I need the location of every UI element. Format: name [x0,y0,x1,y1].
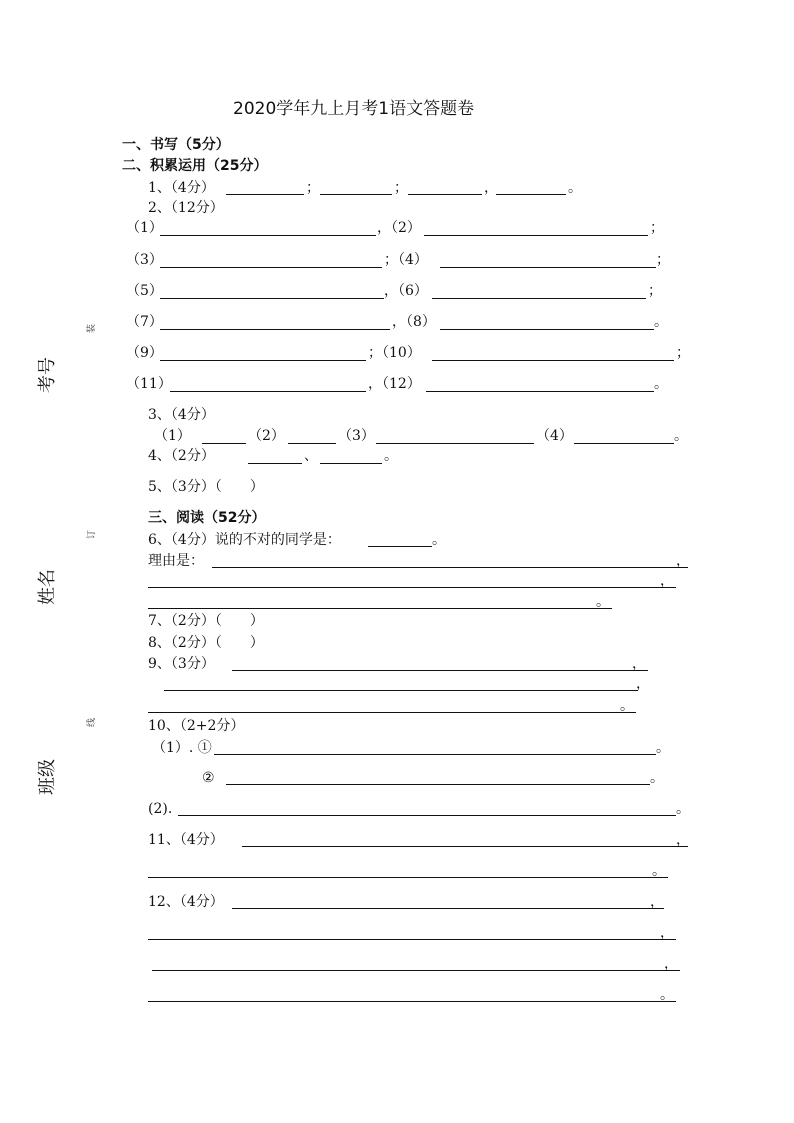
q9-label: 9、（3分） [148,656,215,672]
q9-answer-line-3[interactable] [148,712,636,713]
q2-row-end: ； [676,345,690,361]
q3-part-label: （2） [248,428,285,444]
q3-part-label: （1） [154,428,191,444]
q1-separator: ， [484,180,498,196]
q10-answer-line-1[interactable] [214,754,656,755]
q10-label: 10、（2+2分） [148,718,245,734]
q10-part-1-label: （1）. ① [152,740,212,756]
q4-separator: 、 [304,448,318,464]
q3-part-label: （4） [536,428,573,444]
q2-blank-5[interactable] [160,298,384,299]
q1-blank-1[interactable] [226,194,304,195]
q12-answer-line-4[interactable] [148,1001,676,1002]
q9-line-end: ， [632,656,646,672]
section-reading: 三、阅读（52分） [148,510,266,526]
side-label-class: 班级 [37,759,58,795]
q9-line-end: 。 [620,698,634,714]
q3-blank-4[interactable] [574,443,674,444]
q3-label: 3、（4分） [148,407,215,423]
q2-blank-6[interactable] [432,298,646,299]
q1-label: 1、（4分） [148,180,215,196]
q5-label[interactable]: 5、（3分）（ ） [148,479,264,495]
q2-row-end: 。 [654,376,668,392]
q6-line-end: 。 [596,594,610,610]
q6-line-end: ， [676,553,690,569]
q2-row-label: （9） [126,345,163,361]
q11-line-end: 。 [652,863,666,879]
q4-blank-2[interactable] [320,463,382,464]
q6-end-mark: 。 [432,532,446,548]
q12-answer-line-3[interactable] [152,970,680,971]
q1-end-mark: 。 [568,180,582,196]
q7-label[interactable]: 7、（2分）（ ） [148,613,264,629]
q1-blank-4[interactable] [496,194,566,195]
q10-part-2-label: ② [202,770,215,786]
section-accumulation: 二、积累运用（25分） [122,158,268,174]
q2-blank-7[interactable] [160,329,390,330]
q12-answer-line-1[interactable] [232,908,664,909]
q12-line-end: ， [660,925,674,941]
q2-row-label: ，（2） [377,220,421,236]
binding-mark-3: 线 [87,717,98,728]
q3-blank-2[interactable] [288,443,336,444]
q9-line-end: ， [636,676,650,692]
q6-answer-line-1[interactable] [212,567,688,568]
q4-blank-1[interactable] [248,463,302,464]
q1-separator: ； [306,180,320,196]
q2-blank-8[interactable] [440,329,654,330]
q2-row-label: （5） [126,283,163,299]
q2-blank-12[interactable] [426,391,654,392]
q2-row-label: ，（6） [384,283,428,299]
section-writing: 一、书写（5分） [122,137,230,153]
q12-answer-line-2[interactable] [148,939,676,940]
q2-row-label: （7） [126,314,163,330]
q2-row-end: ； [650,220,664,236]
q2-blank-3[interactable] [160,267,382,268]
q10-part-3-label: (2). [148,801,173,817]
q10-answer-line-3[interactable] [178,815,676,816]
q11-line-end: ， [676,832,690,848]
q3-blank-3[interactable] [376,443,534,444]
q3-part-label: （3） [338,428,375,444]
q6-reason-label: 理由是： [148,553,204,569]
q6-line-end: ， [660,573,674,589]
q10-answer-line-2[interactable] [226,784,650,785]
q2-blank-9[interactable] [160,360,366,361]
q2-blank-10[interactable] [432,360,674,361]
q10-line-end: 。 [676,801,690,817]
binding-mark-2: 订 [87,529,98,540]
side-label-name: 姓名 [37,569,58,605]
q2-label: 2、（12分） [148,200,224,216]
q2-row-end: ； [656,252,670,268]
q2-row-label: ；（10） [368,345,421,361]
q3-blank-1[interactable] [202,443,246,444]
q12-line-end: ， [664,956,678,972]
q4-end-mark: 。 [384,448,398,464]
q2-row-label: ；（4） [384,252,428,268]
q6-label: 6、（4分）说的不对的同学是： [148,532,341,548]
q9-answer-line-1[interactable] [232,670,648,671]
q12-line-end: ， [650,894,664,910]
page-title: 2020学年九上月考1语文答题卷 [233,99,475,119]
q1-separator: ； [394,180,408,196]
q11-answer-line-2[interactable] [148,877,668,878]
q11-answer-line-1[interactable] [242,846,688,847]
q2-row-label: （11） [126,376,172,392]
q2-blank-2[interactable] [424,235,648,236]
q6-blank-student[interactable] [368,546,432,547]
q2-row-label: ，（12） [368,376,421,392]
q2-blank-11[interactable] [170,391,366,392]
q2-row-label: （3） [126,252,163,268]
q9-answer-line-2[interactable] [164,690,638,691]
q2-row-label: （1） [126,220,163,236]
side-label-exam-number: 考号 [37,357,58,393]
q3-end-mark: 。 [674,428,688,444]
q4-label: 4、（2分） [148,448,215,464]
q2-row-end: 。 [654,314,668,330]
q12-line-end: 。 [660,987,674,1003]
q2-row-label: ，（8） [392,314,436,330]
binding-mark-1: 装 [87,323,98,334]
q6-answer-line-2[interactable] [148,587,676,588]
q2-blank-4[interactable] [440,267,656,268]
q1-blank-2[interactable] [320,194,392,195]
q2-blank-1[interactable] [160,235,376,236]
q8-label[interactable]: 8、（2分）（ ） [148,635,264,651]
q2-row-end: ； [648,283,662,299]
q1-blank-3[interactable] [408,194,482,195]
q12-label: 12、（4分） [148,894,224,910]
q6-answer-line-3[interactable] [148,608,612,609]
q11-label: 11、（4分） [148,832,224,848]
q10-line-end: 。 [650,770,664,786]
q10-line-end: 。 [656,740,670,756]
